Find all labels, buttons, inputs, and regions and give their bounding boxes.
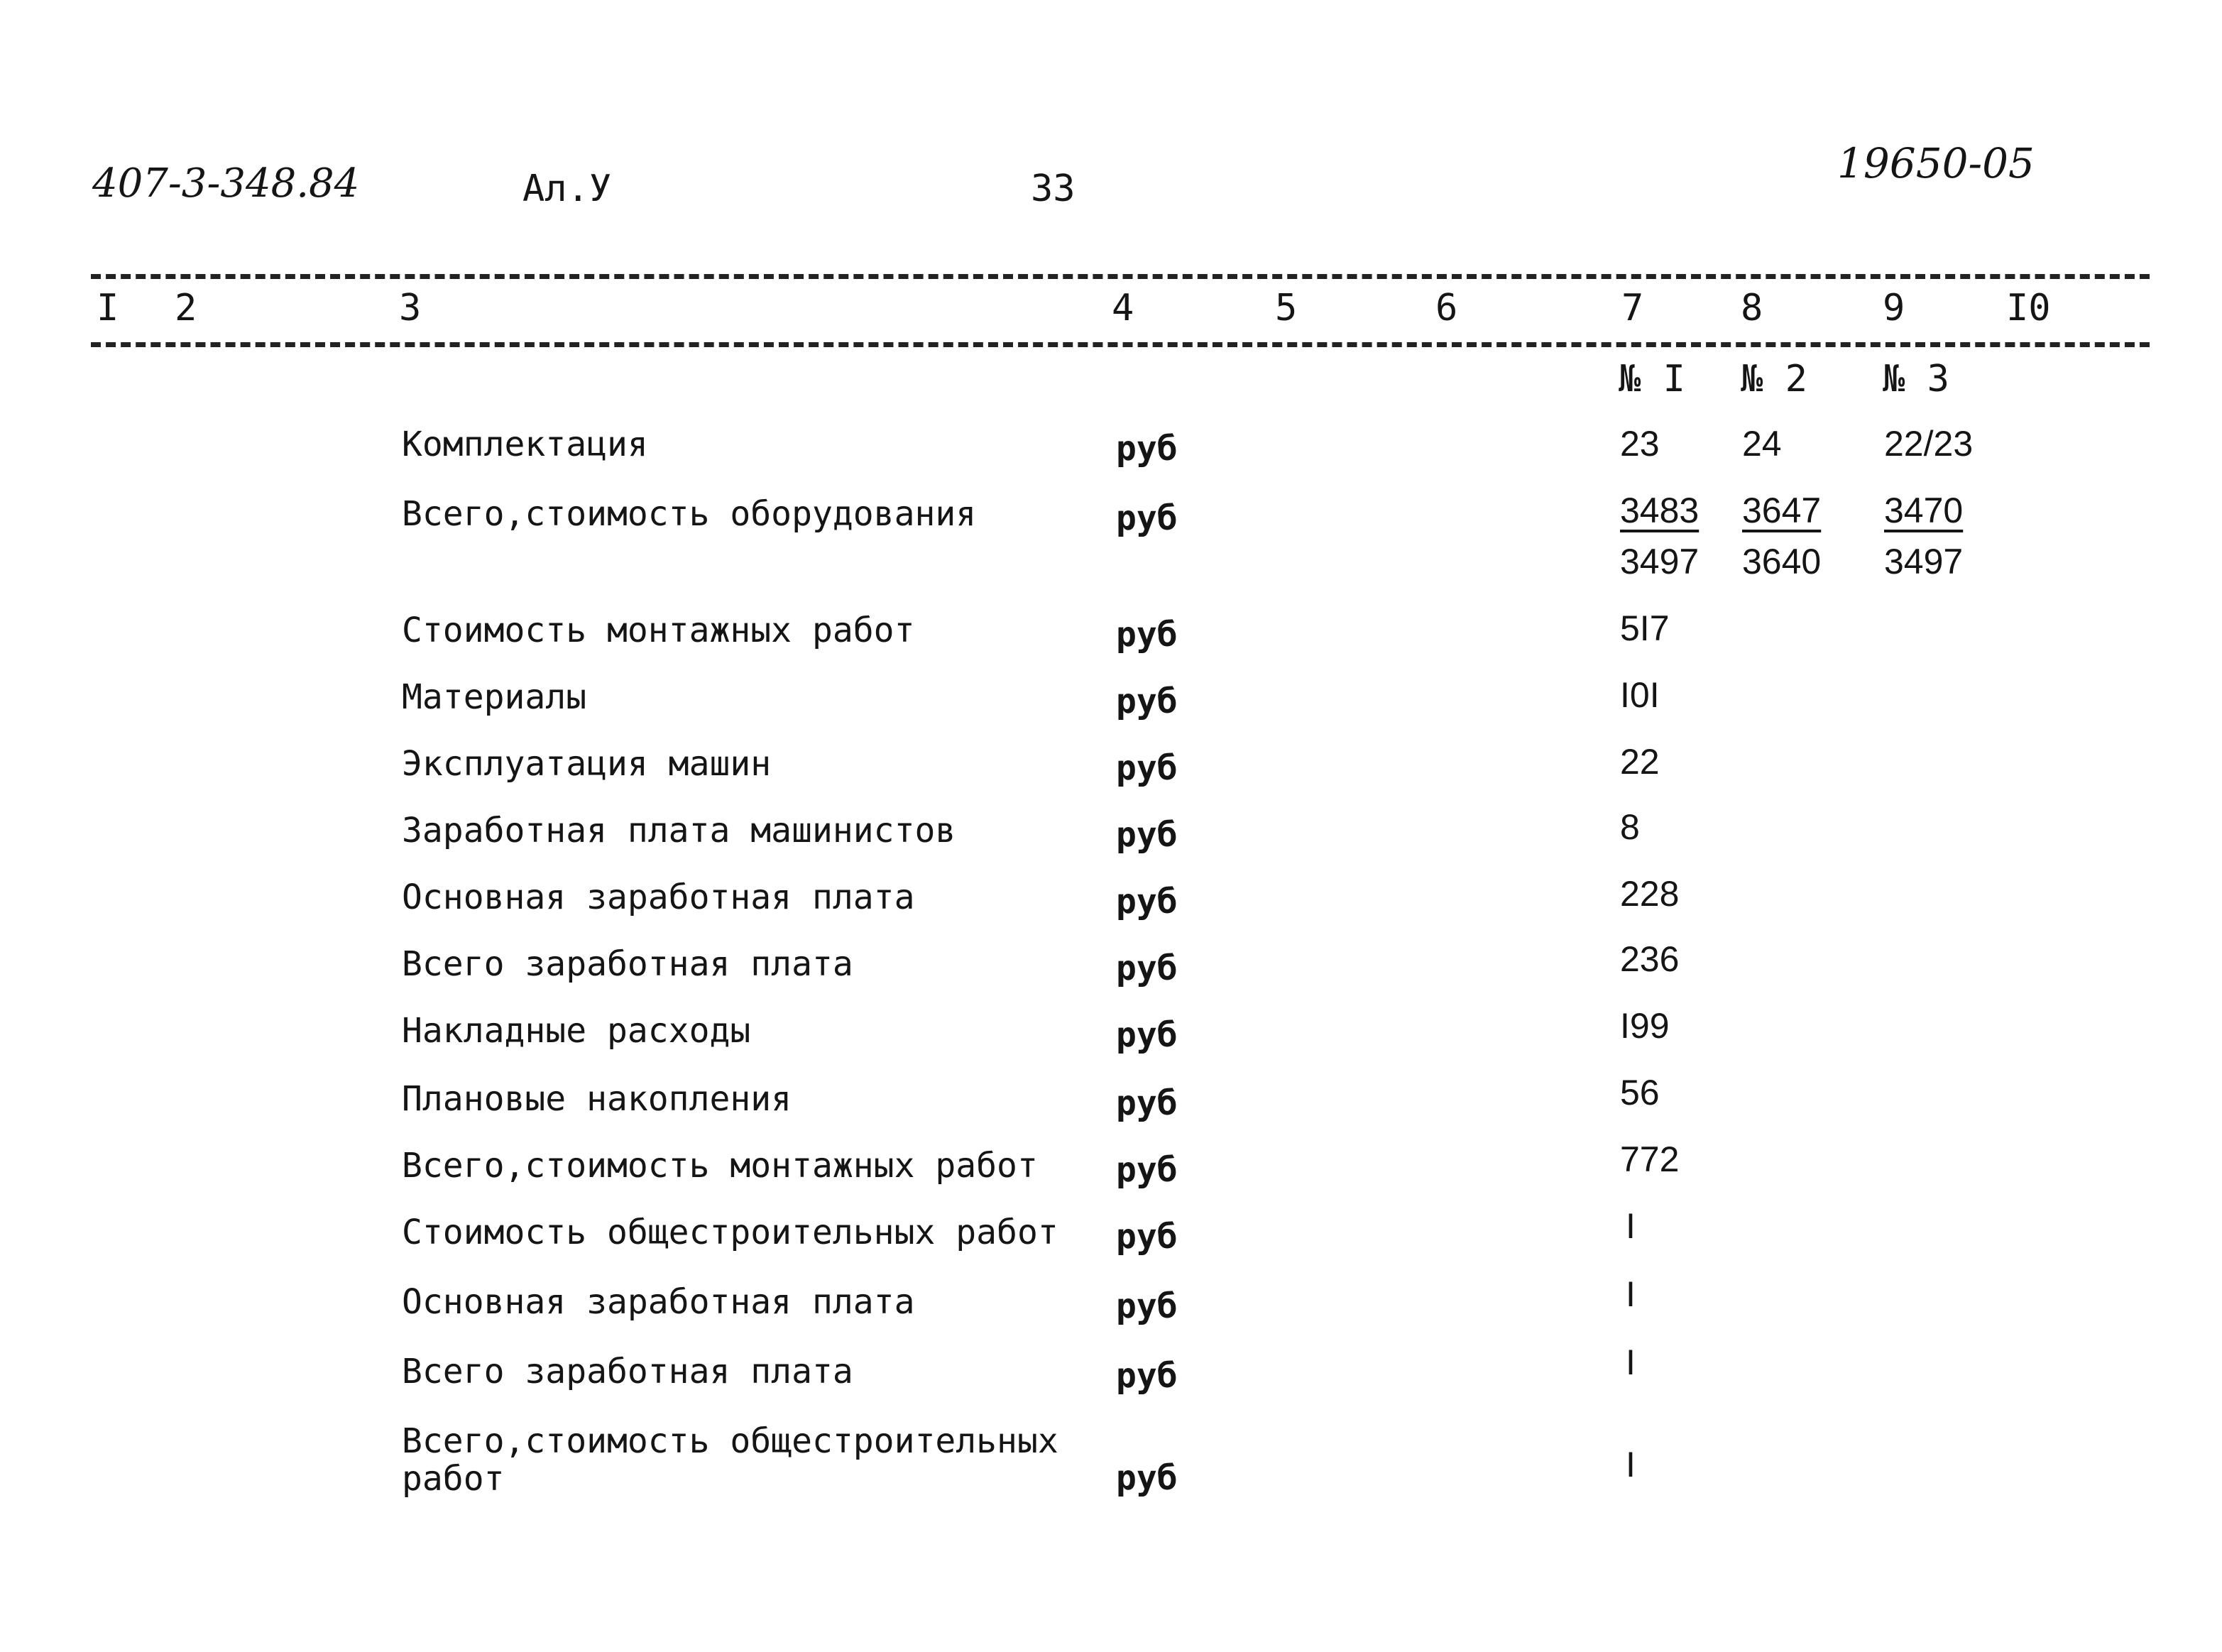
row-value-col7: 228 — [1620, 874, 1680, 914]
row-value-col7: I — [1626, 1274, 1636, 1314]
variant-1-header: № I — [1619, 358, 1685, 400]
column-number-4: 4 — [1112, 287, 1134, 329]
album-number: Ал.У — [522, 168, 612, 210]
row-value-col7: I — [1626, 1342, 1636, 1382]
column-number-1: I — [97, 287, 119, 329]
row-label: Стоимость общестроительных работ — [402, 1213, 1058, 1252]
row-unit: руб — [1116, 1150, 1178, 1190]
column-number-2: 2 — [175, 287, 197, 329]
row-value-col7: I — [1626, 1445, 1636, 1484]
row-value-col8: 24 — [1742, 424, 1782, 464]
row-unit: руб — [1116, 882, 1178, 921]
row-value-col7: I99 — [1620, 1006, 1670, 1046]
header-rule-bottom — [91, 342, 2150, 347]
row-label: Эксплуатация машин — [402, 744, 772, 784]
row-value-col7-denominator: 3497 — [1620, 542, 1700, 581]
column-number-8: 8 — [1741, 287, 1763, 329]
row-unit: руб — [1116, 615, 1178, 655]
row-label: Всего заработная плата — [402, 944, 853, 984]
document-code: 407-3-348.84 — [92, 160, 360, 207]
row-value-col7: 23 — [1620, 424, 1660, 464]
row-label: Стоимость монтажных работ — [402, 611, 915, 650]
row-unit: руб — [1116, 1015, 1178, 1055]
row-value-col7: I — [1626, 1206, 1636, 1246]
row-unit: руб — [1116, 498, 1178, 538]
row-value-col9: 22/23 — [1884, 424, 1974, 464]
row-value-col7: 5I7 — [1620, 608, 1670, 648]
row-label: Заработная плата машинистов — [402, 811, 956, 850]
row-label: Плановые накопления — [402, 1079, 792, 1119]
column-number-10: I0 — [2006, 287, 2051, 329]
row-value-col8-numerator: 3647 — [1742, 491, 1822, 530]
row-label: Всего заработная плата — [402, 1352, 853, 1391]
column-number-9: 9 — [1883, 287, 1905, 329]
row-unit: руб — [1116, 682, 1178, 721]
row-label: Всего,стоимость общестроительных работ — [402, 1421, 1058, 1499]
column-number-7: 7 — [1621, 287, 1644, 329]
row-label: Всего,стоимость монтажных работ — [402, 1146, 1038, 1186]
row-value-col7: I0I — [1620, 675, 1660, 715]
variant-3-header: № 3 — [1883, 358, 1949, 400]
row-label: Комплектация — [402, 425, 648, 464]
row-unit: руб — [1116, 748, 1178, 788]
row-label: Накладные расходы — [402, 1011, 751, 1051]
row-unit: руб — [1116, 1356, 1178, 1396]
row-label: Материалы — [402, 677, 587, 717]
row-unit: руб — [1116, 1083, 1178, 1123]
column-number-3: 3 — [399, 287, 422, 329]
row-unit: руб — [1116, 1286, 1178, 1326]
row-label: Всего,стоимость оборудования — [402, 494, 977, 534]
row-value-col9-denominator: 3497 — [1884, 542, 1964, 581]
column-number-6: 6 — [1435, 287, 1458, 329]
variant-2-header: № 2 — [1741, 358, 1807, 400]
row-value-col7: 56 — [1620, 1073, 1660, 1112]
column-number-5: 5 — [1275, 287, 1298, 329]
row-value-col7: 236 — [1620, 939, 1680, 979]
row-unit: руб — [1116, 429, 1178, 469]
row-unit: руб — [1116, 948, 1178, 988]
row-value-col7: 8 — [1620, 807, 1640, 847]
row-label: Основная заработная плата — [402, 877, 915, 917]
header-rule-top — [91, 274, 2150, 279]
row-value-col9-numerator: 3470 — [1884, 491, 1964, 530]
row-value-col7: 772 — [1620, 1139, 1680, 1179]
row-unit: руб — [1116, 1217, 1178, 1257]
row-label: Основная заработная плата — [402, 1282, 915, 1322]
row-value-col8-denominator: 3640 — [1742, 542, 1822, 581]
page-number: 33 — [1031, 168, 1076, 210]
row-value-col7-numerator: 3483 — [1620, 491, 1700, 530]
inventory-number: 19650-05 — [1837, 139, 2035, 187]
row-unit: руб — [1116, 815, 1178, 855]
row-value-col7: 22 — [1620, 742, 1660, 782]
row-unit: руб — [1116, 1458, 1178, 1498]
